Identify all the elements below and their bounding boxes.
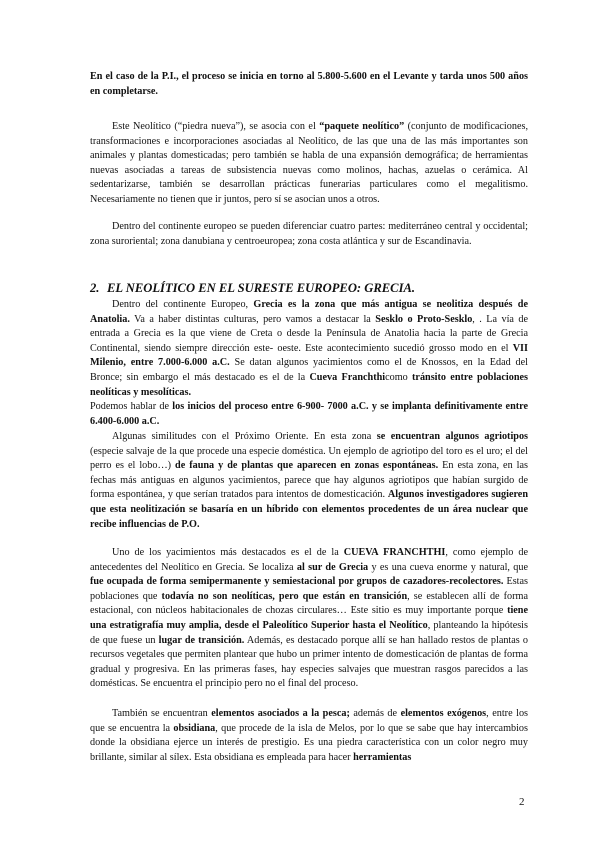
p8-run: obsidiana (173, 722, 216, 734)
p4-run: VII Milenio, entre 7.000-6.000 a.C. (90, 342, 528, 369)
p6-run: de fauna y de plantas que aparecen en zonas espontáneas. (175, 460, 439, 472)
p4-run: Grecia es la zona que más antigua se neolitiza después de Anatolia. (90, 299, 528, 325)
p6-run: se encuentran algunos agriotipos (376, 431, 528, 442)
p8-run: elementos asociados a la pesca; (211, 708, 350, 719)
p4-run: Se datan algunos yacimientos como el de Knossos, en la Edad del Bronce; sin embargo el más destacado es el de la (90, 357, 528, 383)
europe-zones-paragraph (90, 220, 528, 249)
p7-run: CUEVA FRANCHTHI (343, 547, 446, 558)
p4-run: Cueva Franchthi (309, 371, 386, 383)
page-number: 2 (519, 796, 525, 808)
p5-run: Podemos hablar de (90, 401, 173, 412)
p6-run: Algunos investigadores sugieren que esta neolitización se basaría en un híbrido con elementos procedentes de un área nuclear que recibe influencias de P.O. (90, 489, 528, 530)
greece-paragraph (90, 298, 528, 400)
p7-run: , planteando la hipótesis de que fuese un (90, 619, 528, 646)
agriotypes-paragraph (90, 430, 528, 532)
intro-bold-paragraph (90, 70, 528, 99)
p8-run: , que procede de la isla de Melos, por lo que se sabe que hay intercambios donde la obsidiana ejerce un interés de prestigio. Es una piedra característica con un color negro muy brillante, similar al sílex. Esta obsidiana es empleada para hacer (90, 722, 528, 763)
section-number: 2. (90, 281, 100, 295)
p6-run: (especie salvaje de la que procede una especie doméstica. Un ejemplo de agriotipo del toro es el uro; el del perro es el lobo…) (90, 445, 528, 472)
section-title: EL NEOLÍTICO EN EL SURESTE EUROPEO: GRECIA. (107, 281, 416, 295)
p2-run: “paquete neolítico” (319, 121, 405, 132)
p4-run: tránsito entre poblaciones neolíticas y mesolíticas. (90, 371, 528, 398)
p4-run: , . La vía de entrada a Grecia es la que viene de Creta o desde la Península de Anatolia hacia la parte de Grecia Continental, siendo siempre dirección este- oeste. Este acontecimiento sucedió grosso modo en el (90, 313, 528, 354)
p7-run: tiene una estratigrafía muy amplia, desde el Paleolítico Superior hasta el Neolítico (90, 605, 528, 631)
p8-run: También se encuentran (112, 708, 212, 719)
p1-run: En el caso de la P.I., el proceso se inicia en torno al 5.800-5.600 en el Levante y tarda unos 500 años en completarse. (90, 71, 528, 97)
section-heading (90, 280, 530, 296)
p4-run: Dentro del continente Europeo, (112, 299, 254, 310)
p8-run: herramientas (353, 751, 412, 763)
p7-run: Además, es destacado porque allí se han hallado restos de plantas o recursos vegetales que permiten plantear que hubo un primer intento de domesticación de plantas de forma gradual y progresiva. En las primeras fases, hay especies salvajes que muestran rasgos parecidos a las domésticas. Se encuentra el principio pero no el final del proceso. (90, 634, 528, 690)
franchthi-paragraph (90, 546, 528, 692)
p7-run: todavía no son neolíticas, pero que están en transición (161, 590, 408, 602)
p7-run: Uno de los yacimientos más destacados es el de la (112, 547, 344, 558)
p7-run: , como ejemplo de antecedentes del Neolítico en Grecia. Se localiza (90, 547, 529, 573)
p7-run: fue ocupada de forma semipermanente y semiestacional por grupos de cazadores-recolectores. (90, 576, 504, 588)
p5-run: los inicios del proceso entre 6-900- 7000 a.C. y se implanta definitivamente entre 6.400-6.000 a.C. (90, 401, 528, 427)
p8-run: , entre los que se encuentra la (90, 708, 528, 734)
p2-run: Este Neolítico (“piedra nueva”), se asocia con el (112, 121, 320, 132)
fishing-obsidian-paragraph (90, 707, 528, 765)
p4-run: Sesklo o Proto-Sesklo (375, 313, 473, 325)
p7-run: y es una cueva enorme y natural, que (368, 561, 528, 573)
p3-run: Dentro del continente europeo se pueden diferenciar cuatro partes: mediterráneo central y occidental; zona suroriental; zona danubiana y centroeuropea; zona costa atlántica y sur de Escandinavia. (90, 221, 528, 247)
p7-run: Estas poblaciones que (90, 576, 528, 602)
p4-run: Va a haber distintas culturas, pero vamos a destacar la (129, 313, 376, 325)
p2-run: (conjunto de modificaciones, transformaciones e incorporaciones asociadas al Neolítico, de las que una de las más importantes son animales y plantas domesticadas; pero también se habla de una expansión demográfica; de herramientas nuevas asociadas a tareas de subsistencia nuevas como molinos, hachas, azuelas o cerámica. Al sedentarizarse, también se desarrollan prácticas funerarias particulares como el megalitismo. Necesariamente no tienen que ir juntos, pero sí se asocian unos a otros. (90, 121, 528, 205)
p6-run: Algunas similitudes con el Próximo Oriente. En esta zona (112, 431, 377, 442)
p7-run: al sur de Grecia (296, 561, 369, 573)
neolithic-package-paragraph (90, 120, 528, 208)
process-dates-paragraph (90, 400, 528, 429)
p8-run: elementos exógenos (400, 708, 487, 719)
p7-run: , se establecen allí de forma estacional, con núcleos habitacionales de chozas circulares… Este sitio es muy importante porque (90, 590, 528, 617)
p4-run: como (385, 371, 413, 383)
p8-run: además de (349, 708, 401, 719)
p6-run: En esta zona, en las fechas más antiguas en algunos yacimientos, parece que hay algunos agriotipos que habían surgido de forma espontánea, y que serían tratados para intentos de domesticación. (90, 460, 528, 501)
p7-run: lugar de transición. (158, 634, 245, 646)
